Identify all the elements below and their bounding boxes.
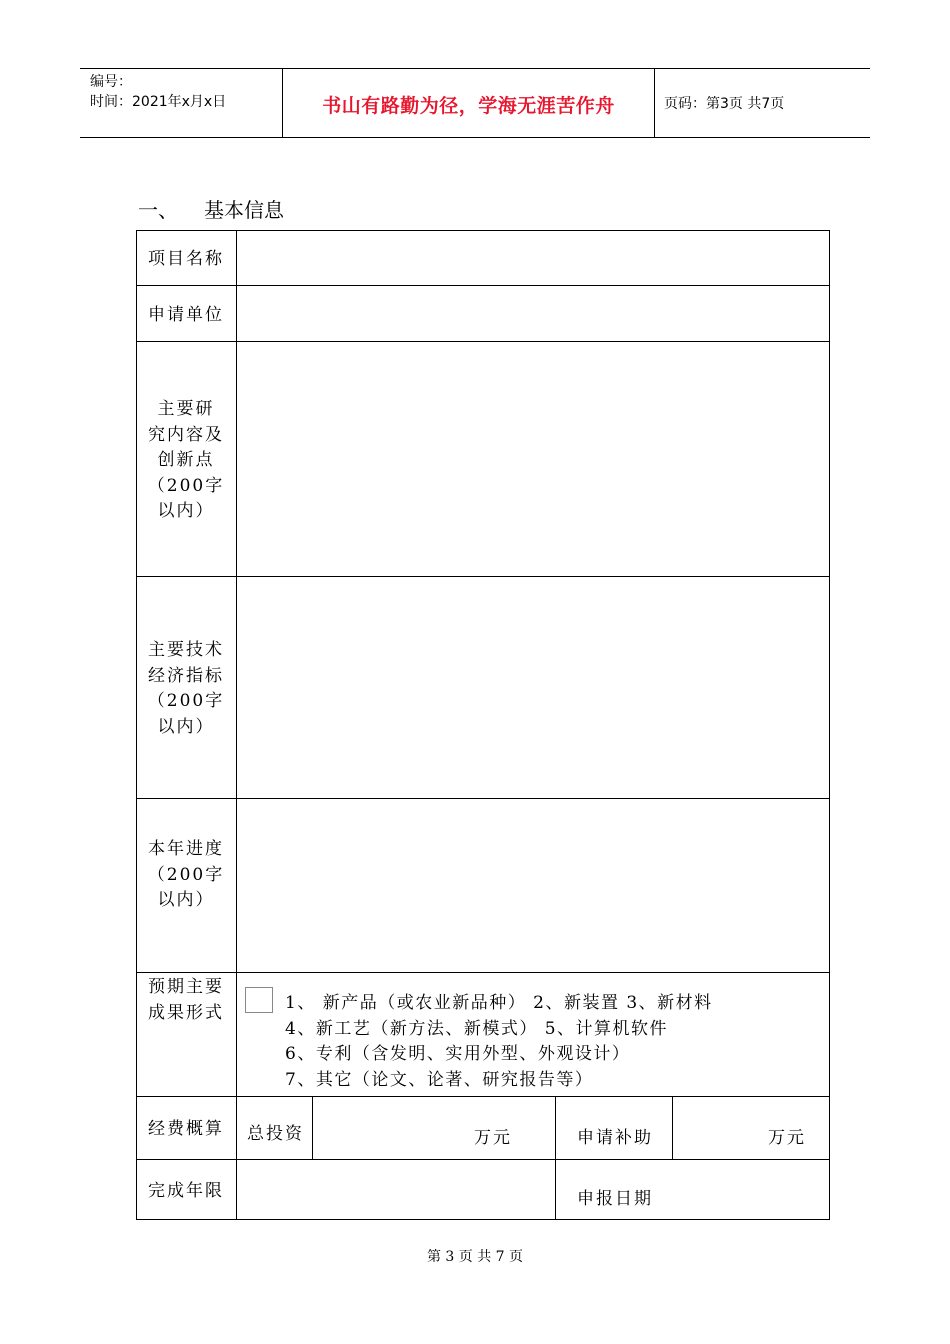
- doc-number-label: 编号：: [90, 74, 132, 90]
- completion-period-field[interactable]: [237, 1160, 555, 1219]
- label-project-name: 项目名称: [148, 249, 224, 269]
- report-date-field[interactable]: [556, 1160, 829, 1219]
- applicant-unit-field[interactable]: [237, 286, 829, 341]
- page-footer: 第 3 页 共 7 页: [426, 1249, 524, 1265]
- result-option-line: 6、专利（含发明、实用外型、外观设计）: [285, 1044, 631, 1064]
- label-report-date: 申报日期: [577, 1189, 653, 1209]
- unit-wan: 万元: [768, 1128, 806, 1148]
- label-completion-period: 完成年限: [148, 1181, 224, 1201]
- row-divider: [136, 972, 830, 973]
- label-expected-results: 预期主要 成果形式: [148, 977, 224, 1023]
- total-investment-field[interactable]: [313, 1097, 555, 1159]
- unit-wan: 万元: [474, 1128, 512, 1148]
- label-budget: 经费概算: [148, 1119, 224, 1139]
- section-title: 基本信息: [204, 198, 284, 222]
- basic-info-form: [136, 230, 830, 1220]
- table-border: [829, 230, 830, 1220]
- label-applicant-unit: 申请单位: [148, 305, 224, 325]
- header-divider: [654, 69, 655, 137]
- label-annual-progress: 本年进度 （200字 以内）: [147, 839, 225, 910]
- label-research-content: 主要研 究内容及 创新点 （200字 以内）: [147, 399, 225, 521]
- time-label: 时间：2021年x月x日: [90, 94, 227, 110]
- result-option-line: 7、其它（论文、论著、研究报告等）: [285, 1070, 594, 1090]
- tech-indicators-field[interactable]: [237, 577, 829, 798]
- result-option-line: 1、 新产品（或农业新品种） 2、新装置 3、新材料: [285, 993, 713, 1013]
- label-total-investment: 总投资: [247, 1124, 304, 1144]
- header-meta: [90, 72, 226, 112]
- research-content-field[interactable]: [237, 342, 829, 576]
- header-motto: 书山有路勤为径，学海无涯苦作舟: [322, 95, 615, 117]
- section-number: 一、: [138, 198, 178, 222]
- page-header: [80, 68, 870, 138]
- table-border: [136, 1219, 830, 1220]
- label-tech-indicators: 主要技术 经济指标 （200字 以内）: [147, 640, 225, 737]
- result-option-line: 4、新工艺（新方法、新模式） 5、计算机软件: [285, 1019, 669, 1039]
- annual-progress-field[interactable]: [237, 799, 829, 972]
- result-checkbox[interactable]: [245, 987, 273, 1013]
- label-subsidy-request: 申请补助: [577, 1128, 653, 1148]
- header-page-info: 页码：第3页 共7页: [664, 96, 785, 112]
- project-name-field[interactable]: [237, 231, 829, 285]
- section-heading: [138, 194, 284, 223]
